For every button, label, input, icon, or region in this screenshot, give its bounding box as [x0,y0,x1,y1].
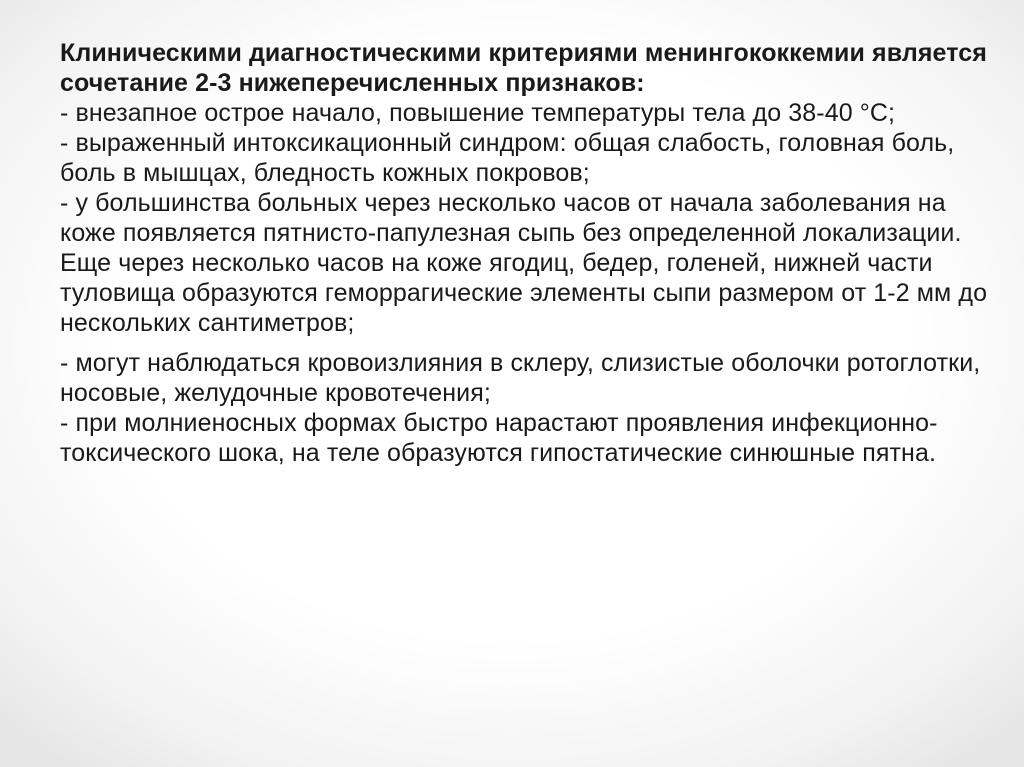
criterion-intoxication: - выраженный интоксикационный синдром: общая слабость, головная боль, боль в мышцах, бледность кожных покровов; [60,129,955,187]
criterion-rash: - у большинства больных через несколько часов от начала заболевания на коже появляется пятнисто-папулезная сыпь без определенной локализации. Еще через несколько часов на коже ягодиц, бедер, голеней, нижней части туловища образуются геморрагические элементы сыпи размером от 1-2 мм до нескольких сантиметров; [60,189,988,337]
criterion-shock: - при молниеносных формах быстро нарастают проявления инфекционно-токсического шока, на теле образуются гипостатические синюшные пятна. [60,409,938,467]
criterion-hemorrhage: - могут наблюдаться кровоизлияния в склеру, слизистые оболочки ротоглотки, носовые, желудочные кровотечения; [60,349,981,407]
criterion-onset: - внезапное острое начало, повышение температуры тела до 38-40 °С; [60,99,896,127]
slide-text-block [60,38,990,468]
slide-heading: Клиническими диагностическими критериями менингококкемии является сочетание 2-3 нижеперечисленных признаков: [60,39,987,97]
